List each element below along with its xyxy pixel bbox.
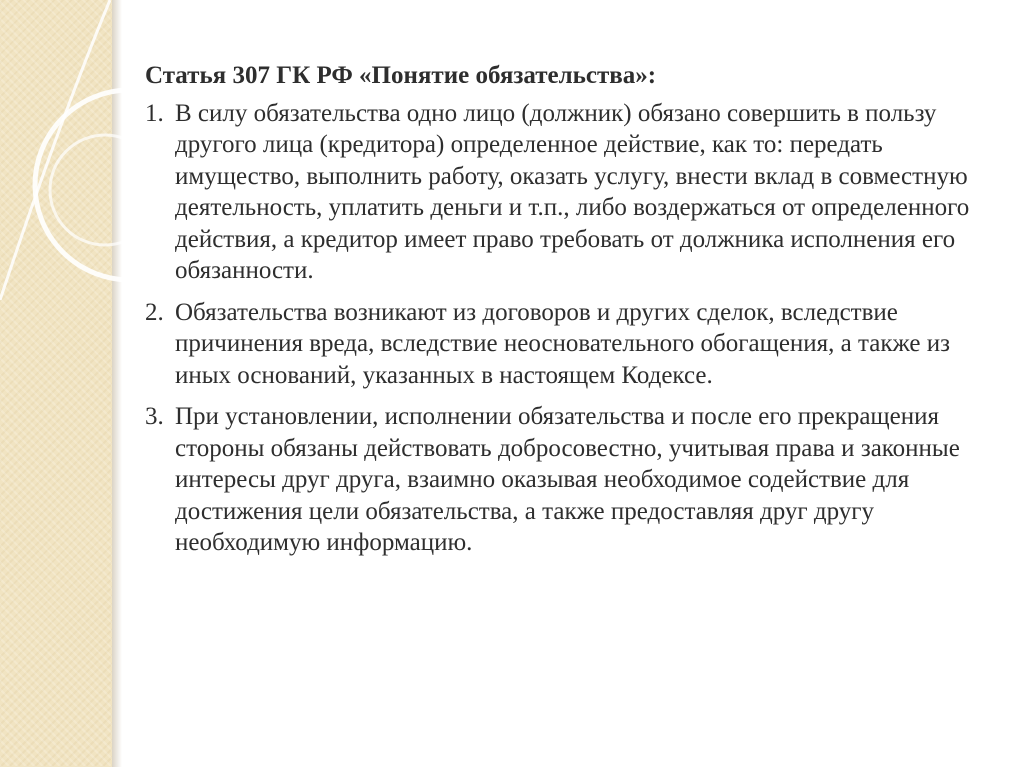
list-item: [145, 401, 995, 559]
item-number: 1.: [145, 99, 164, 127]
article-title: Статья 307 ГК РФ «Понятие обязательства»:: [145, 62, 657, 89]
article-text: [145, 60, 995, 569]
item-text: При установлении, исполнении обязательства и после его прекращения стороны обязаны действовать добросовестно, учитывая права и законные интересы друг друга, взаимно оказывая необходимое содействие для достижения цели обязательства, а также предоставляя друг другу необходимую информацию.: [175, 403, 960, 556]
list-item: [145, 297, 995, 392]
item-number: 2.: [145, 298, 164, 326]
item-text: В силу обязательства одно лицо (должник) обязано совершить в пользу другого лица (кредитора) определенное действие, как то: передать имущество, выполнить работу, оказать услугу, внести вклад в совместную деятельность, уплатить деньги и т.п., либо воздержаться от определенного действия, а кредитор имеет право требовать от должника исполнения его обязанности.: [175, 99, 970, 284]
item-text: Обязательства возникают из договоров и других сделок, вследствие причинения вреда, вследствие неосновательного обогащения, а также из иных оснований, указанных в настоящем Кодексе.: [175, 298, 951, 389]
page-shadow: [112, 0, 122, 767]
list-item: [145, 98, 995, 287]
side-decorative-band: [0, 0, 112, 767]
item-number: 3.: [145, 403, 164, 430]
